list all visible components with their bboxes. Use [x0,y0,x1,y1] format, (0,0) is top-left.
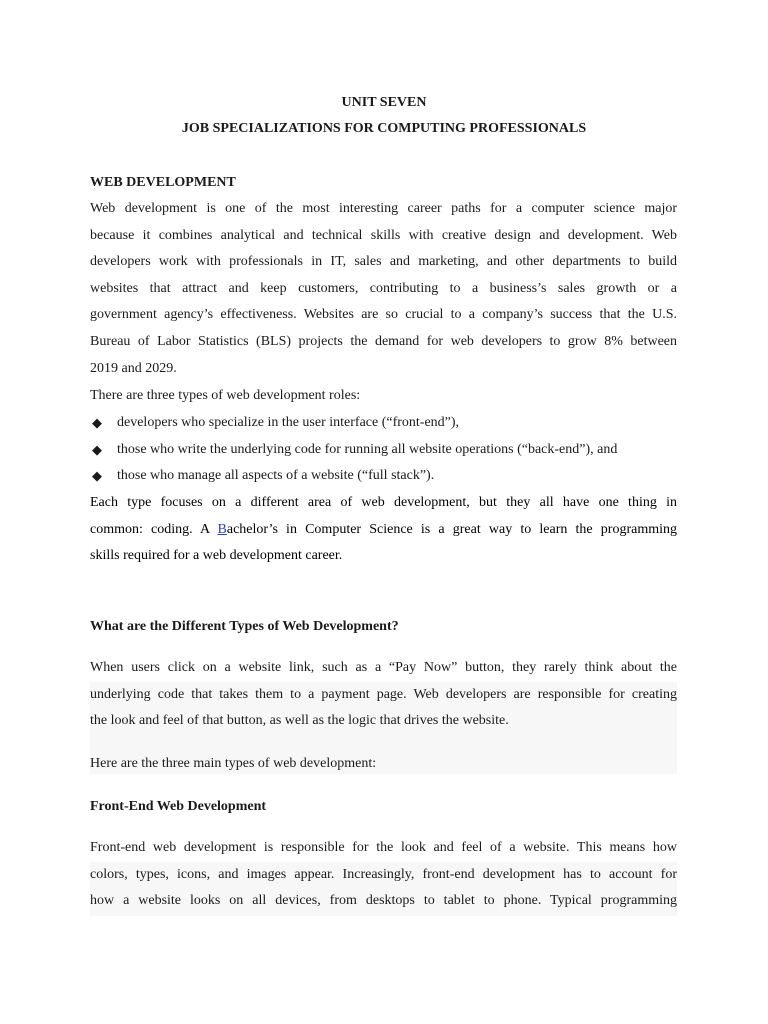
section-heading-web-development: WEB DEVELOPMENT [90,175,236,190]
diamond-bullet-icon: ◆ [92,468,102,483]
diamond-bullet-icon: ◆ [92,415,102,430]
summary-line-end: achelor’s in Computer Science is a great way to learn the programming [226,521,678,537]
intro-line: government agency’s effectiveness. Websites are so crucial to a company’s success that the U.S. [90,307,677,323]
intro-line: websites that attract and keep customers, contributing to a business’s sales growth or a [90,280,677,296]
summary-line-start: common: coding. A [90,521,218,537]
types-paragraph [90,655,677,735]
list-item [90,410,690,436]
role-text: those who write the underlying code for running all website operations (“back-end”), and [117,442,618,457]
types-list-intro [90,751,677,778]
role-text: those who manage all aspects of a website (“full stack”). [117,468,435,483]
intro-line: developers work with professionals in IT, sales and marketing, and other departments to build [90,254,677,270]
intro-paragraph [90,196,677,382]
intro-line: because it combines analytical and technical skills with creative design and development. Web [90,227,677,243]
types-line: the look and feel of that button, as well as the logic that drives the website. [90,713,509,729]
summary-line [90,517,677,544]
roles-intro-text: There are three types of web development roles: [90,388,361,403]
frontend-line: how a website looks on all devices, from desktops to tablet to phone. Typical programming [90,893,677,909]
unit-title: UNIT SEVEN [341,95,427,110]
list-item [90,463,690,489]
frontend-line: colors, types, icons, and images appear. Increasingly, front-end development has to account for [90,866,677,882]
frontend-heading: Front-End Web Development [90,799,267,814]
frontend-line: Front-end web development is responsible for the look and feel of a website. This means how [90,840,677,855]
intro-line: 2019 and 2029. [90,360,177,376]
summary-line: skills required for a web development career. [90,548,343,564]
diamond-bullet-icon: ◆ [92,442,102,457]
types-list-intro-text: Here are the three main types of web development: [90,756,377,771]
main-title: JOB SPECIALIZATIONS FOR COMPUTING PROFESSIONALS [181,121,587,136]
types-heading: What are the Different Types of Web Development? [90,619,399,634]
intro-line: Bureau of Labor Statistics (BLS) projects the demand for web developers to grow 8% between [90,333,677,349]
frontend-paragraph [90,835,677,915]
intro-line: Web development is one of the most interesting career paths for a computer science major [90,201,677,216]
role-text: developers who specialize in the user interface (“front-end”), [117,415,460,430]
list-item [90,437,690,463]
types-line: underlying code that takes them to a payment page. Web developers are responsible for creating [90,686,677,702]
bachelors-link[interactable]: B [217,521,227,537]
summary-line: Each type focuses on a different area of web development, but they all have one thing in [90,495,677,510]
summary-paragraph [90,490,677,570]
types-line: When users click on a website link, such as a “Pay Now” button, they rarely think about the [90,660,677,675]
roles-intro [90,383,677,410]
